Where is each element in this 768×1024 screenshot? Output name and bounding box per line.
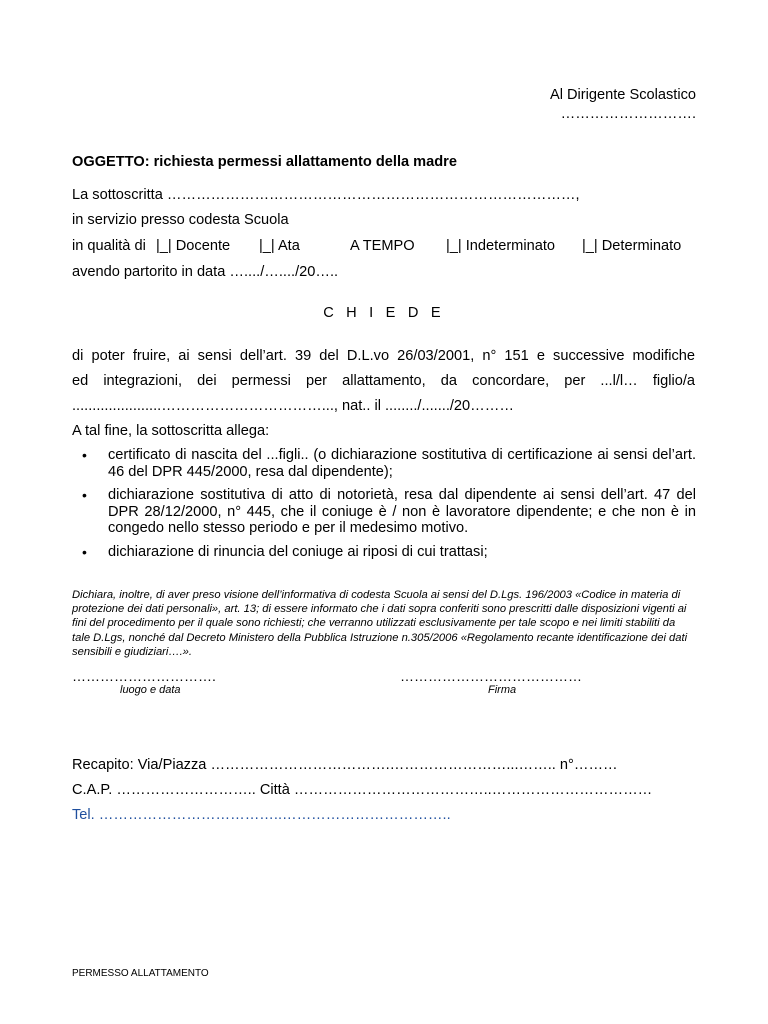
signatory-line: La sottoscritta …………………………………………………………………………, — [72, 187, 580, 203]
qualification-line — [72, 237, 696, 255]
attachment-item: • dichiarazione di rinuncia del coniuge ai riposi di cui trattasi; — [72, 544, 696, 561]
signature-label: Firma — [488, 684, 517, 696]
addressee-dots: ………………………. — [560, 106, 696, 122]
subject-line: OGGETTO: richiesta permessi allattamento della madre — [72, 154, 457, 170]
page-footer: PERMESSO ALLATTAMENTO — [72, 968, 209, 979]
addressee: Al Dirigente Scolastico — [549, 87, 696, 103]
service-line: in servizio presso codesta Scuola — [72, 212, 289, 228]
determinato-checkbox[interactable]: |_| Determinato — [582, 238, 682, 254]
chiede-heading: C H I E D E — [323, 305, 445, 321]
indeterminato-checkbox[interactable]: |_| Indeterminato — [446, 238, 555, 254]
place-date-label: luogo e data — [120, 684, 181, 696]
docente-checkbox[interactable]: |_| Docente — [156, 238, 231, 254]
privacy-statement: Dichiara, inoltre, di aver preso visione dell’informativa di codesta Scuola ai sensi del D.Lgs. 196/2003 «Codice in materia di protezione dei dati personali», art. 13; di essere informato che i dati sopra conferiti sono prescritti dalle disposizioni vigenti ai fini del procedimento per il quale sono richiesti; che verranno utilizzati esclusivamente per tale scopo e nei limiti stabiliti da tale D.Lgs, nonché dal Decreto Ministero della Pubblica Istruzione n.305/2006 «Regolamento recante identificazione dei dati sensibili e giudiziari….». — [72, 589, 688, 658]
attachment-item: • certificato di nascita del ...figli.. (o dichiarazione sostitutiva di certificazione ai sensi del’art. 46 del DPR 445/2000, resa dal dipendente); — [72, 447, 696, 480]
birth-date-line: avendo partorito in data …..../…..../20….. — [72, 264, 339, 280]
request-line-2: ed integrazioni, dei permessi per allattamento, da concordare, per ...l/l… figlio/a — [72, 373, 695, 389]
a-tempo-label: A TEMPO — [350, 238, 415, 254]
attach-intro: A tal fine, la sottoscritta allega: — [72, 423, 270, 439]
request-line-1: di poter fruire, ai sensi dell’art. 39 del D.L.vo 26/03/2001, n° 151 e successive modifiche — [72, 348, 695, 364]
qualification-label: in qualità di — [72, 238, 146, 254]
signature-dots: ………………………………… — [400, 668, 582, 684]
attachment-item: • dichiarazione sostitutiva di atto di notorietà, resa dal dipendente ai sensi dell’art. 47 del DPR 28/12/2000, n° 445, che il coniuge è / non è lavoratore dipendente; e che non è in congedo nello stesso periodo e per il medesimo motivo. — [72, 487, 696, 537]
telephone-line: Tel. ………………………………..…………………………….. — [72, 807, 451, 823]
attachments-list — [72, 447, 696, 567]
place-date-dots: …………………………. — [72, 668, 216, 684]
cap-city-line: C.A.P. ……………………….. Città …………………………………..…………………………… — [72, 782, 653, 798]
ata-checkbox[interactable]: |_| Ata — [259, 238, 300, 254]
address-line: Recapito: Via/Piazza ……………………………….……………………...…….. n°……… — [72, 757, 618, 773]
request-line-3: ......................……………………………..., nat.. il ......../......./20……… — [72, 398, 514, 414]
